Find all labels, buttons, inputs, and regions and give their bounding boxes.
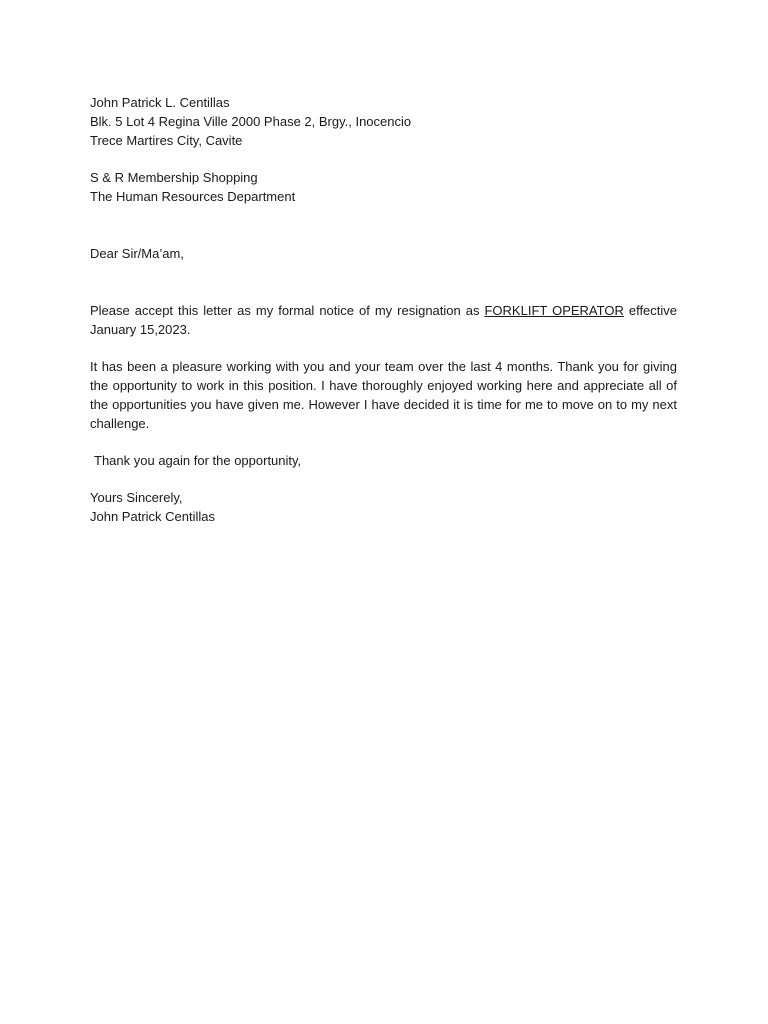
valediction: Yours Sincerely, bbox=[90, 490, 183, 505]
closing-block bbox=[90, 488, 677, 526]
appreciation-paragraph: It has been a pleasure working with you and your team over the last 4 months. Thank you for giving the opportunity to work in this position. I have thoroughly enjoyed working here and appreciate all of the opportunities you have given me. However I have decided it is time for me to move on to my next challenge. bbox=[90, 359, 677, 431]
paragraph1-after: effective January 15,2023. bbox=[90, 303, 678, 337]
letter-page bbox=[90, 93, 677, 526]
recipient-department: The Human Resources Department bbox=[90, 189, 296, 204]
sender-address-line2: Trece Martires City, Cavite bbox=[90, 133, 243, 148]
resignation-paragraph bbox=[90, 301, 677, 339]
recipient-company: S & R Membership Shopping bbox=[90, 170, 258, 185]
thanks-line: Thank you again for the opportunity, bbox=[94, 453, 302, 468]
sender-block bbox=[90, 93, 677, 150]
salutation: Dear Sir/Ma’am, bbox=[90, 246, 184, 261]
signature-name: John Patrick Centillas bbox=[90, 509, 215, 524]
sender-address-line1: Blk. 5 Lot 4 Regina Ville 2000 Phase 2, Brgy., Inocencio bbox=[90, 114, 412, 129]
recipient-block bbox=[90, 168, 677, 206]
position-title: FORKLIFT OPERATOR bbox=[484, 303, 624, 318]
paragraph1-before: Please accept this letter as my formal notice of my resignation as bbox=[90, 303, 485, 318]
sender-name: John Patrick L. Centillas bbox=[90, 95, 230, 110]
